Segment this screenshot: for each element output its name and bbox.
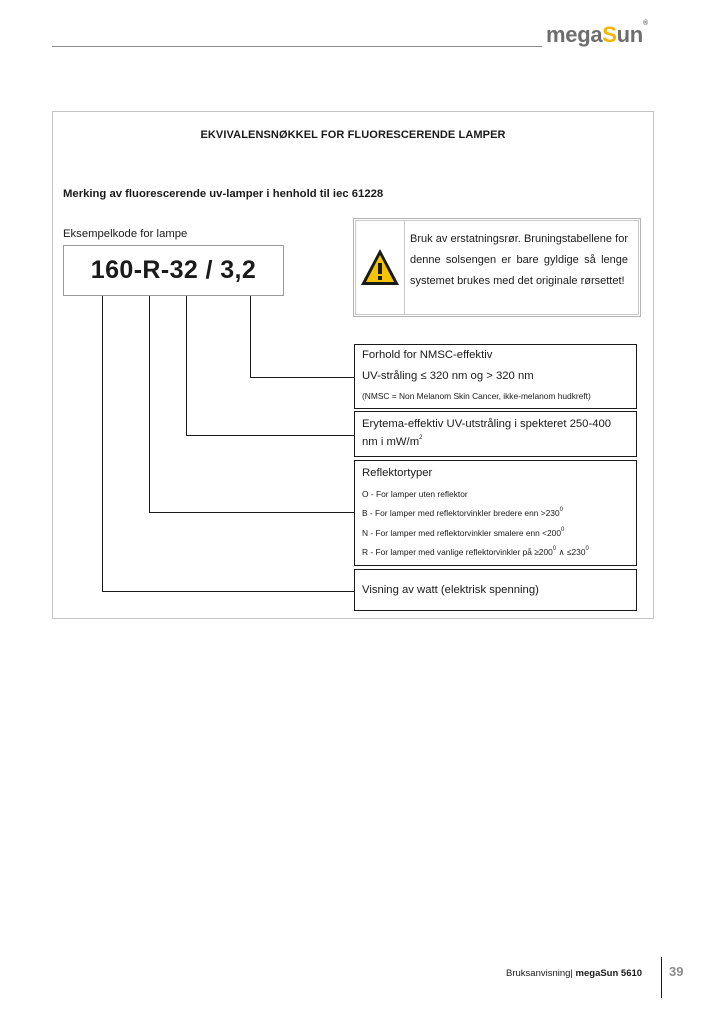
reflector-title: Reflektortyper bbox=[362, 467, 433, 479]
reflector-type-b-text: B - For lamper med reflektorvinkler bredere enn >230 bbox=[362, 508, 560, 518]
footer-separator bbox=[661, 957, 662, 998]
reflector-type-r-text2: ∧ ≤230 bbox=[556, 547, 586, 557]
erythema-unit: nm i mW/m bbox=[362, 436, 420, 448]
warning-text: Bruk av erstatningsrør. Bruningstabellene for denne solsengen er bare gyldige så lenge systemet brukes med det originale rørsettet! bbox=[410, 233, 628, 288]
logo-part-mega: mega bbox=[546, 22, 603, 47]
erythema-line2 bbox=[362, 436, 422, 448]
reflector-type-n-text: N - For lamper med reflektorvinkler smalere enn <200 bbox=[362, 528, 561, 538]
header-rule bbox=[52, 46, 542, 47]
connector-line-nmsc-horizontal bbox=[250, 377, 354, 378]
nmsc-title: Forhold for NMSC-effektiv bbox=[362, 349, 493, 361]
reflector-type-n bbox=[362, 528, 564, 538]
logo-part-un: un bbox=[616, 22, 643, 47]
reflector-type-o: O - For lamper uten reflektor bbox=[362, 489, 468, 499]
page-title: EKVIVALENSNØKKEL FOR FLUORESCERENDE LAMPER bbox=[200, 129, 506, 141]
reflector-type-r-degree2: 0 bbox=[585, 546, 589, 552]
erythema-unit-superscript: 2 bbox=[419, 435, 423, 441]
footer-manual-label: Bruksanvisning| bbox=[506, 968, 573, 979]
connector-line-erythema-horizontal bbox=[186, 435, 354, 436]
page-number: 39 bbox=[669, 964, 684, 979]
footer-brand: megaSun 5610 bbox=[575, 968, 643, 979]
connector-line-watt-horizontal bbox=[102, 591, 354, 592]
nmsc-line2: UV-stråling ≤ 320 nm og > 320 nm bbox=[362, 370, 534, 382]
connector-line-erythema-vertical bbox=[186, 296, 187, 435]
logo-registered-mark: ® bbox=[642, 20, 648, 27]
reflector-type-r-degree1: 0 bbox=[552, 546, 557, 552]
warning-triangle-icon bbox=[359, 247, 401, 287]
connector-line-watt-vertical bbox=[102, 296, 103, 591]
watt-text: Visning av watt (elektrisk spenning) bbox=[362, 584, 539, 596]
reflector-type-r-text1: R - For lamper med vanlige reflektorvinkler på ≥200 bbox=[362, 547, 553, 557]
connector-line-nmsc-vertical bbox=[250, 296, 251, 377]
reflector-type-n-degree: 0 bbox=[560, 527, 565, 533]
example-label: Eksempelkode for lampe bbox=[63, 228, 188, 240]
example-code: 160-R-32 / 3,2 bbox=[90, 256, 257, 284]
nmsc-note: (NMSC = Non Melanom Skin Cancer, ikke-melanom hudkreft) bbox=[362, 391, 591, 401]
connector-line-reflector-horizontal bbox=[149, 512, 354, 513]
reflector-type-b bbox=[362, 508, 563, 518]
footer-label bbox=[506, 968, 642, 979]
reflector-type-b-degree: 0 bbox=[559, 507, 563, 513]
section-subtitle: Merking av fluorescerende uv-lamper i henhold til iec 61228 bbox=[63, 188, 384, 200]
erythema-line1: Erytema-effektiv UV-utstråling i spekteret 250-400 bbox=[362, 418, 612, 430]
logo-part-s: S bbox=[602, 22, 617, 47]
connector-line-reflector-vertical bbox=[149, 296, 150, 512]
megasun-logo bbox=[546, 22, 648, 48]
reflector-type-r bbox=[362, 547, 589, 557]
